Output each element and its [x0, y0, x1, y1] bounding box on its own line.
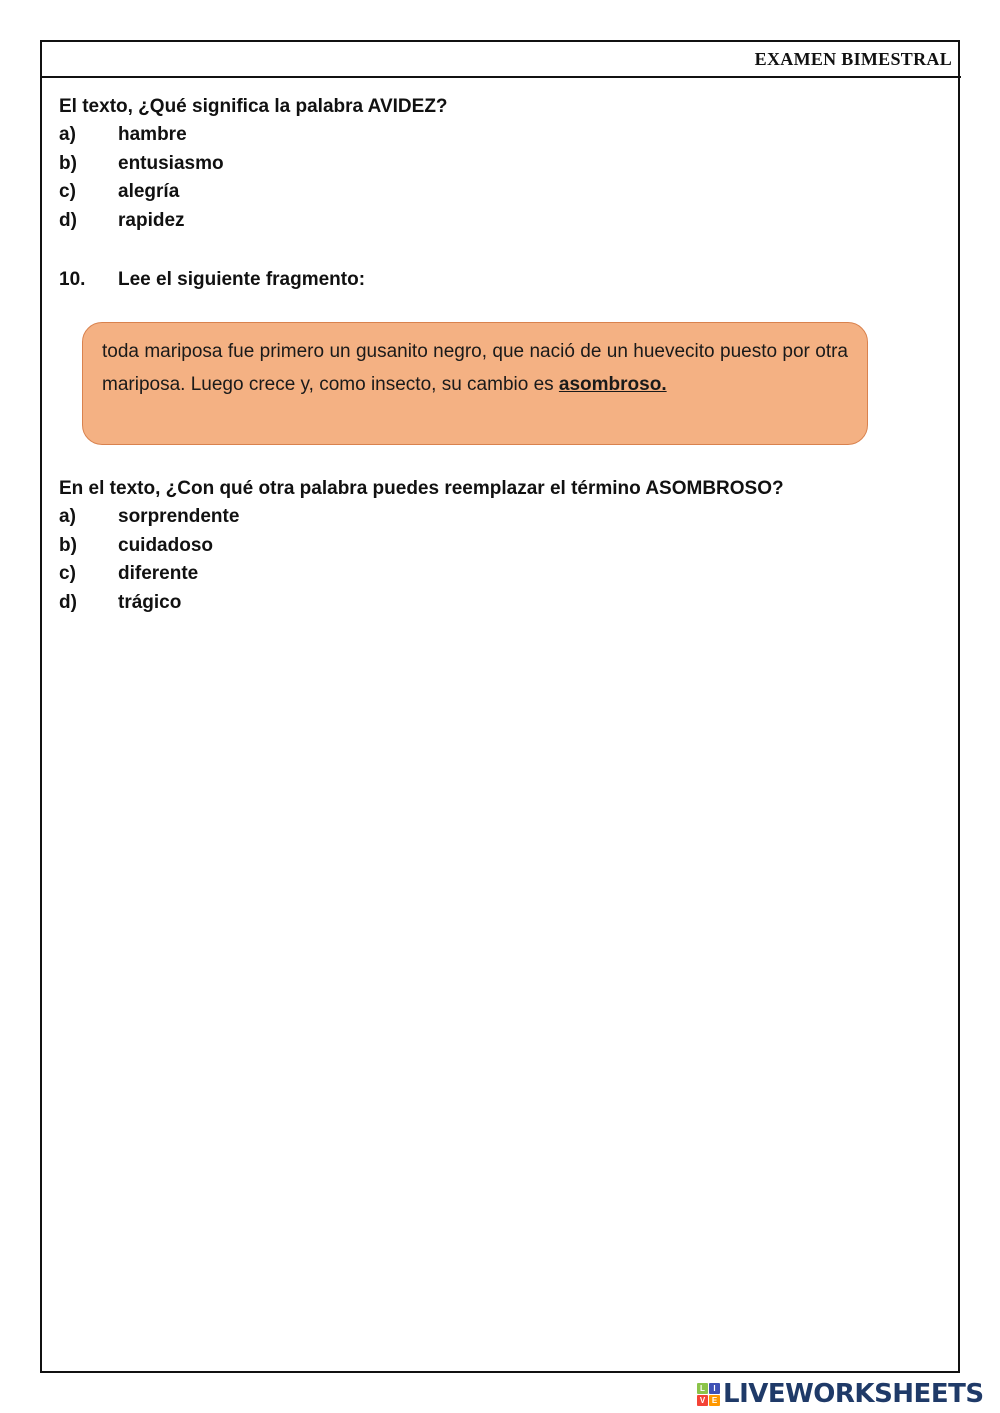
option-a[interactable]: a) hambre [59, 121, 939, 150]
option-text: cuidadoso [118, 534, 214, 556]
fragment-box [82, 322, 868, 445]
options-asombroso [59, 503, 939, 618]
option-text: alegría [118, 181, 180, 203]
question-avidez: El texto, ¿Qué significa la palabra AVIDEZ? [59, 96, 448, 117]
brand-name: LIVEWORKSHEETS [723, 1379, 984, 1409]
logo-tile: E [709, 1395, 720, 1406]
option-c[interactable]: c) diferente [59, 560, 939, 589]
option-text: trágico [118, 591, 182, 613]
option-a[interactable]: a) sorprendente [59, 503, 939, 532]
logo-tile: V [697, 1395, 708, 1406]
option-b[interactable]: b) entusiasmo [59, 150, 939, 179]
option-text: sorprendente [118, 505, 240, 527]
item-number: 10. [59, 268, 86, 290]
header-divider [42, 76, 961, 78]
logo-tile: L [697, 1383, 708, 1394]
item-instruction: Lee el siguiente fragmento: [118, 268, 366, 290]
option-b[interactable]: b) cuidadoso [59, 532, 939, 561]
fragment-highlighted-word: asombroso. [558, 373, 667, 395]
option-text: hambre [118, 124, 187, 145]
option-d[interactable]: d) trágico [59, 589, 939, 618]
logo-tile: I [709, 1383, 720, 1394]
option-d[interactable]: d) rapidez [59, 207, 939, 236]
options-avidez [59, 121, 939, 236]
option-c[interactable]: c) alegría [59, 178, 939, 207]
worksheet-content [59, 93, 939, 618]
option-text: entusiasmo [118, 152, 224, 174]
fragment-text: toda mariposa fue primero un gusanito negro, que nació de un huevecito puesto por otra mariposa. Luego crece y, como insecto, su cambio es [102, 340, 848, 395]
liveworksheets-logo-icon [697, 1383, 720, 1406]
option-text: rapidez [118, 210, 185, 232]
question-asombroso: En el texto, ¿Con qué otra palabra puedes reemplazar el término ASOMBROSO? [59, 477, 784, 499]
exam-header-title: EXAMEN BIMESTRAL [754, 49, 952, 69]
item-10-instruction [59, 266, 939, 294]
liveworksheets-brand[interactable] [697, 1377, 984, 1411]
option-text: diferente [118, 563, 199, 585]
